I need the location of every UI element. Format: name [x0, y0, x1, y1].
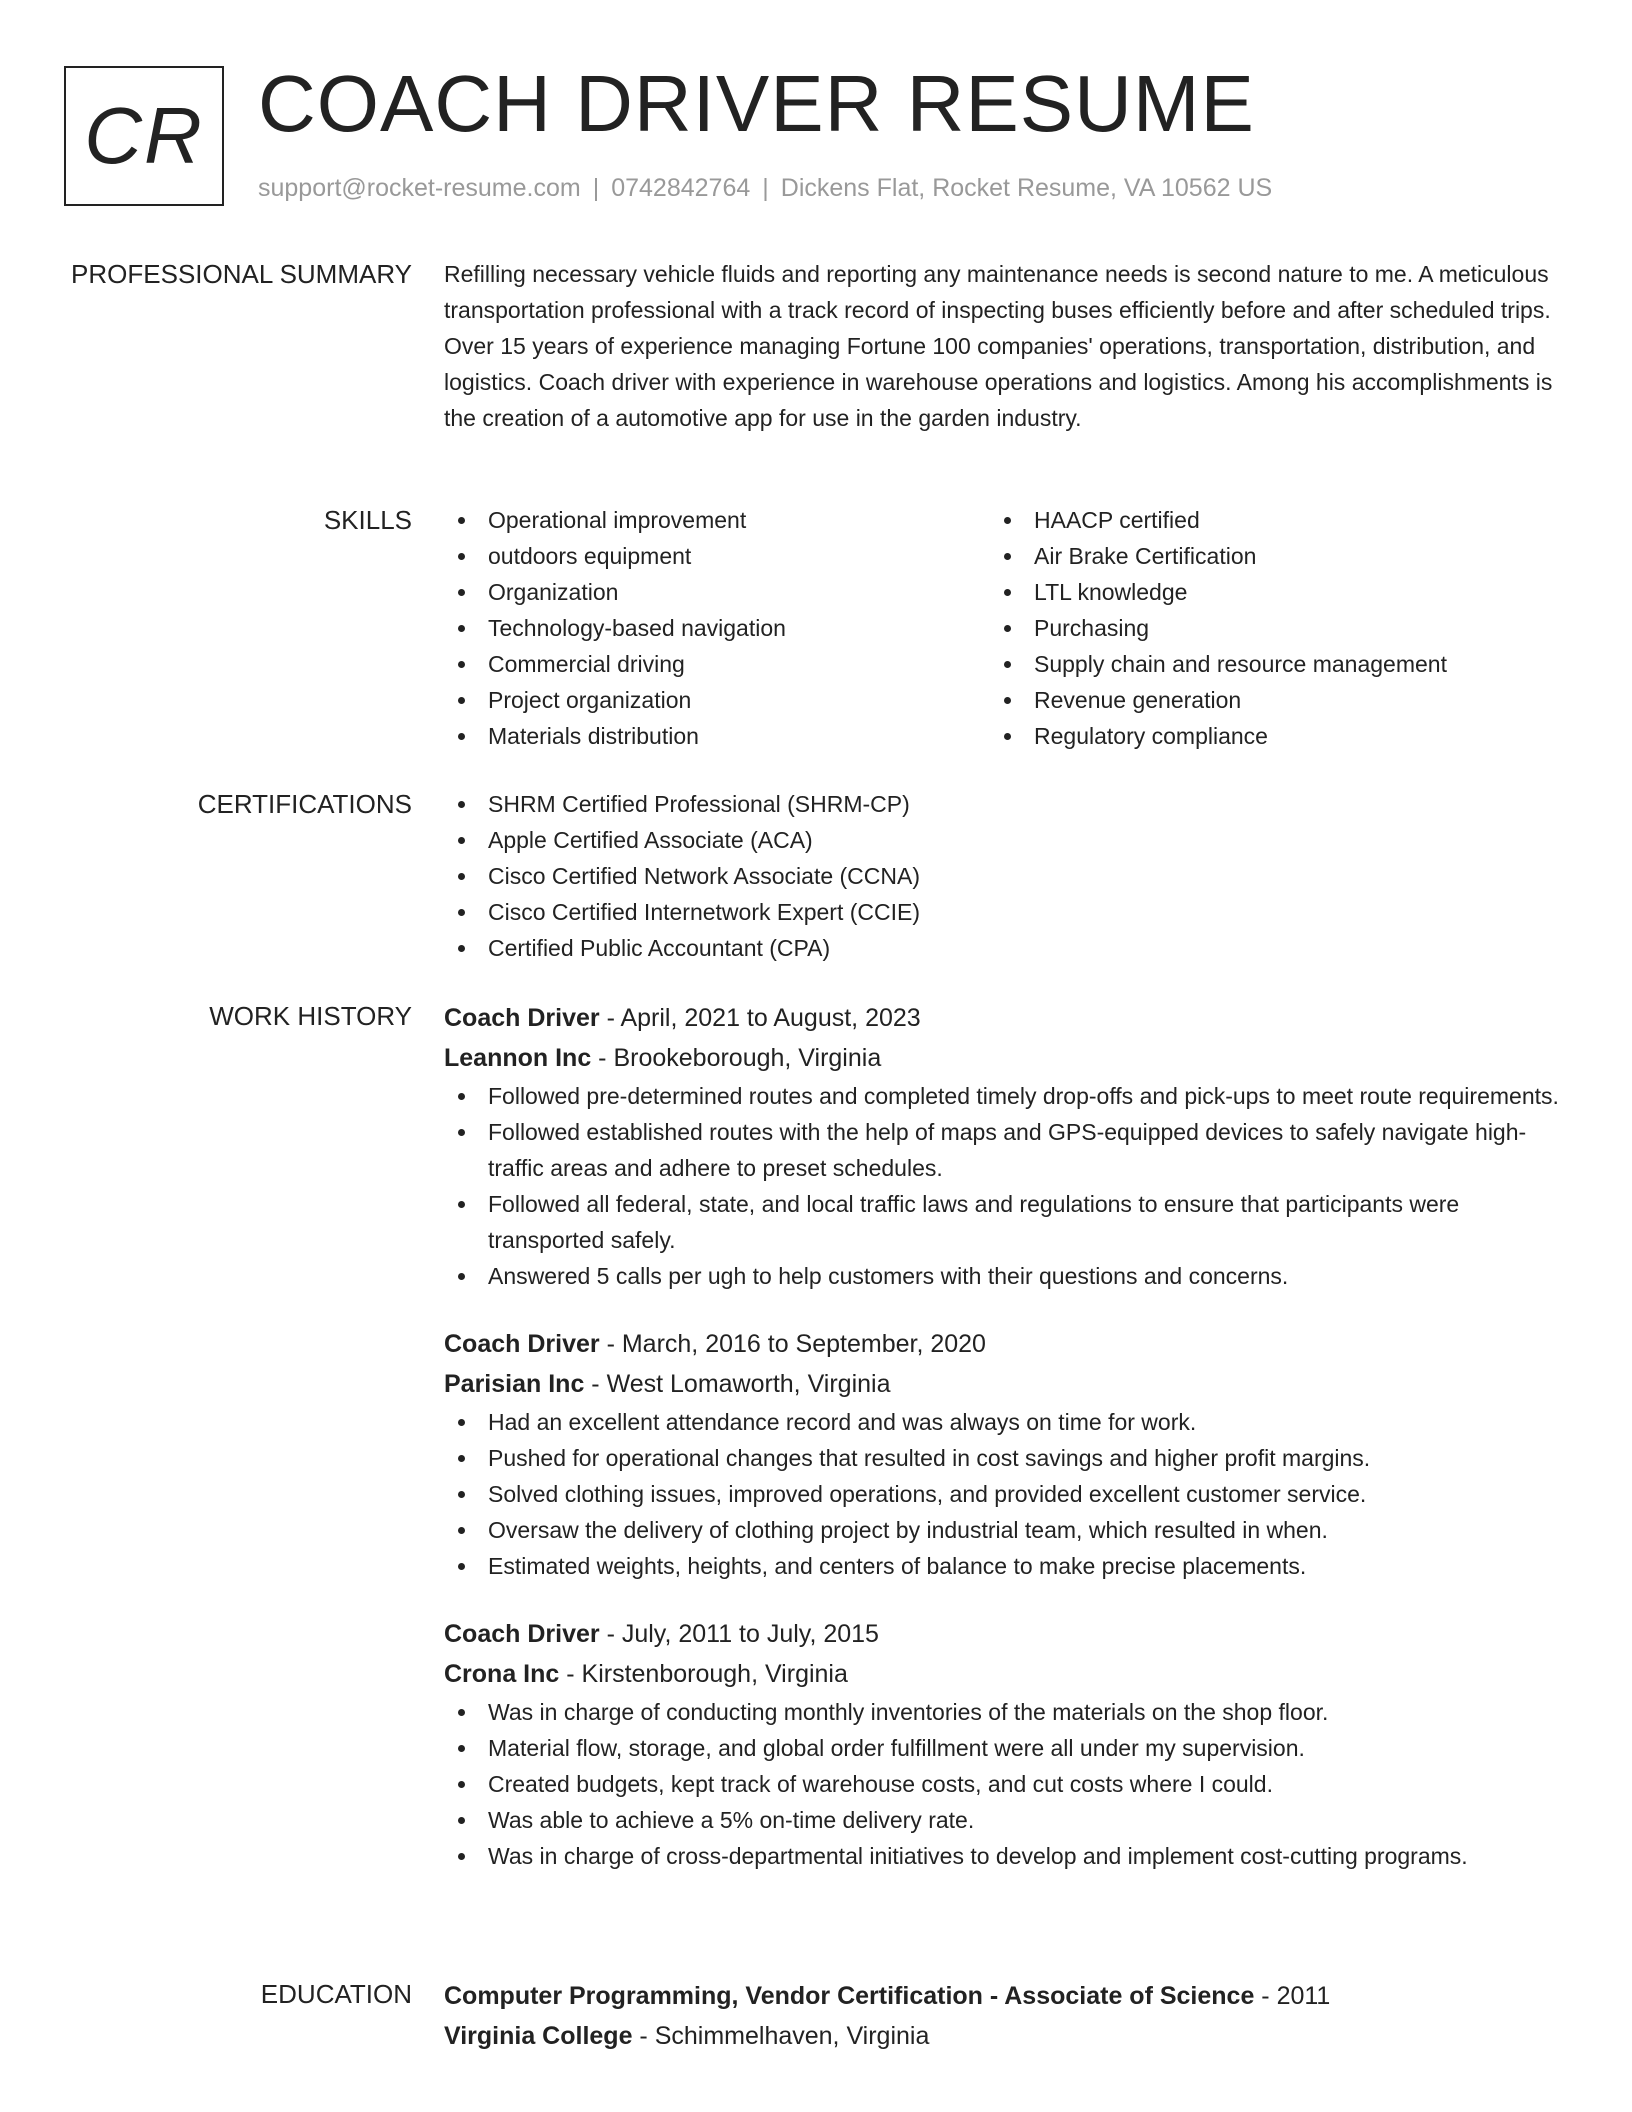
skill-item: LTL knowledge: [990, 574, 1536, 610]
skill-item: Project organization: [444, 682, 990, 718]
skills-body: [444, 502, 1564, 754]
skill-item: HAACP certified: [990, 502, 1536, 538]
skill-item: Operational improvement: [444, 502, 990, 538]
skill-item: Revenue generation: [990, 682, 1536, 718]
job-location: - Kirstenborough, Virginia: [559, 1660, 848, 1688]
job-location: - Brookeborough, Virginia: [591, 1044, 882, 1072]
certification-item: Apple Certified Associate (ACA): [444, 822, 1564, 858]
job-duties-list: [444, 1078, 1564, 1294]
education-year: - 2011: [1254, 1982, 1331, 2010]
job-duties-list: [444, 1694, 1564, 1874]
job-title-line: [444, 1614, 1564, 1654]
job-duty-item: Followed pre-determined routes and completed timely drop-offs and pick-ups to meet route requirements.: [444, 1078, 1564, 1114]
job-duty-item: Pushed for operational changes that resulted in cost savings and higher profit margins.: [444, 1440, 1564, 1476]
summary-body: [444, 256, 1564, 436]
section-label-education: EDUCATION: [260, 1979, 412, 2009]
job-title: Coach Driver: [444, 1620, 600, 1648]
skill-item: Air Brake Certification: [990, 538, 1536, 574]
contact-separator: |: [762, 174, 769, 202]
job-duty-item: Answered 5 calls per ugh to help customers with their questions and concerns.: [444, 1258, 1564, 1294]
job-company: Parisian Inc: [444, 1370, 585, 1398]
work-history-body: [444, 998, 1564, 1874]
certification-item: SHRM Certified Professional (SHRM-CP): [444, 786, 1564, 822]
job-duty-item: Material flow, storage, and global order fulfillment were all under my supervision.: [444, 1730, 1564, 1766]
job-duty-item: Estimated weights, heights, and centers of balance to make precise placements.: [444, 1548, 1564, 1584]
skill-item: Regulatory compliance: [990, 718, 1536, 754]
certifications-body: [444, 786, 1564, 966]
job-dates: - March, 2016 to September, 2020: [599, 1330, 986, 1358]
contact-line: [258, 174, 1272, 203]
skill-item: Technology-based navigation: [444, 610, 990, 646]
skill-item: Materials distribution: [444, 718, 990, 754]
job-company: Crona Inc: [444, 1660, 560, 1688]
resume-title: COACH DRIVER RESUME: [258, 59, 1255, 148]
certification-item: Cisco Certified Network Associate (CCNA): [444, 858, 1564, 894]
skill-item: Supply chain and resource management: [990, 646, 1536, 682]
education-degree: Computer Programming, Vendor Certification - Associate of Science: [444, 1982, 1255, 2010]
job-duty-item: Followed all federal, state, and local traffic laws and regulations to ensure that participants were transported safely.: [444, 1186, 1564, 1258]
summary-text: Refilling necessary vehicle fluids and reporting any maintenance needs is second nature to me. A meticulous transportation professional with a track record of inspecting buses efficiently before and after scheduled trips. Over 15 years of experience managing Fortune 100 companies' operations, transportation, distribution, and logistics. Coach driver with experience in warehouse operations and logistics. Among his accomplishments is the creation of a automotive app for use in the garden industry.: [444, 261, 1553, 431]
job-company-line: [444, 1654, 1564, 1694]
job-company-line: [444, 1364, 1564, 1404]
education-school-line: [444, 2016, 1564, 2056]
education-body: [444, 1976, 1564, 2056]
job-duty-item: Had an excellent attendance record and was always on time for work.: [444, 1404, 1564, 1440]
job-entry: [444, 1614, 1564, 1874]
skill-item: Purchasing: [990, 610, 1536, 646]
job-duties-list: [444, 1404, 1564, 1584]
job-dates: - July, 2011 to July, 2015: [599, 1620, 879, 1648]
section-label-skills: SKILLS: [323, 505, 412, 535]
certification-item: Cisco Certified Internetwork Expert (CCIE): [444, 894, 1564, 930]
certification-item: Certified Public Accountant (CPA): [444, 930, 1564, 966]
job-duty-item: Followed established routes with the help of maps and GPS-equipped devices to safely navigate high-traffic areas and adhere to preset schedules.: [444, 1114, 1564, 1186]
job-duty-item: Solved clothing issues, improved operations, and provided excellent customer service.: [444, 1476, 1564, 1512]
job-title: Coach Driver: [444, 1330, 600, 1358]
section-label-summary: PROFESSIONAL SUMMARY: [71, 259, 412, 289]
job-entry: [444, 998, 1564, 1294]
section-label-certifications: CERTIFICATIONS: [197, 789, 412, 819]
job-location: - West Lomaworth, Virginia: [584, 1370, 891, 1398]
education-degree-line: [444, 1976, 1564, 2016]
job-duty-item: Oversaw the delivery of clothing project by industrial team, which resulted in when.: [444, 1512, 1564, 1548]
contact-address: Dickens Flat, Rocket Resume, VA 10562 US: [780, 174, 1273, 202]
monogram-initials: CR: [84, 91, 204, 180]
skills-list-left: [444, 502, 990, 754]
job-duty-item: Created budgets, kept track of warehouse costs, and cut costs where I could.: [444, 1766, 1564, 1802]
monogram-box: [64, 66, 224, 206]
job-company: Leannon Inc: [444, 1044, 592, 1072]
education-location: - Schimmelhaven, Virginia: [632, 2022, 930, 2050]
job-title: Coach Driver: [444, 1004, 600, 1032]
job-duty-item: Was in charge of cross-departmental initiatives to develop and implement cost-cutting programs.: [444, 1838, 1564, 1874]
job-title-line: [444, 998, 1564, 1038]
job-entry: [444, 1324, 1564, 1584]
skill-item: Organization: [444, 574, 990, 610]
contact-email[interactable]: support@rocket-resume.com: [258, 174, 581, 202]
job-title-line: [444, 1324, 1564, 1364]
skills-list-right: [990, 502, 1536, 754]
contact-separator: |: [592, 174, 600, 202]
certifications-list: [444, 786, 1564, 966]
skill-item: Commercial driving: [444, 646, 990, 682]
job-duty-item: Was able to achieve a 5% on-time delivery rate.: [444, 1802, 1564, 1838]
education-school: Virginia College: [444, 2022, 633, 2050]
contact-phone[interactable]: 0742842764: [611, 174, 751, 202]
skill-item: outdoors equipment: [444, 538, 990, 574]
section-label-work-history: WORK HISTORY: [209, 1001, 412, 1031]
job-duty-item: Was in charge of conducting monthly inventories of the materials on the shop floor.: [444, 1694, 1564, 1730]
job-dates: - April, 2021 to August, 2023: [599, 1004, 921, 1032]
job-company-line: [444, 1038, 1564, 1078]
